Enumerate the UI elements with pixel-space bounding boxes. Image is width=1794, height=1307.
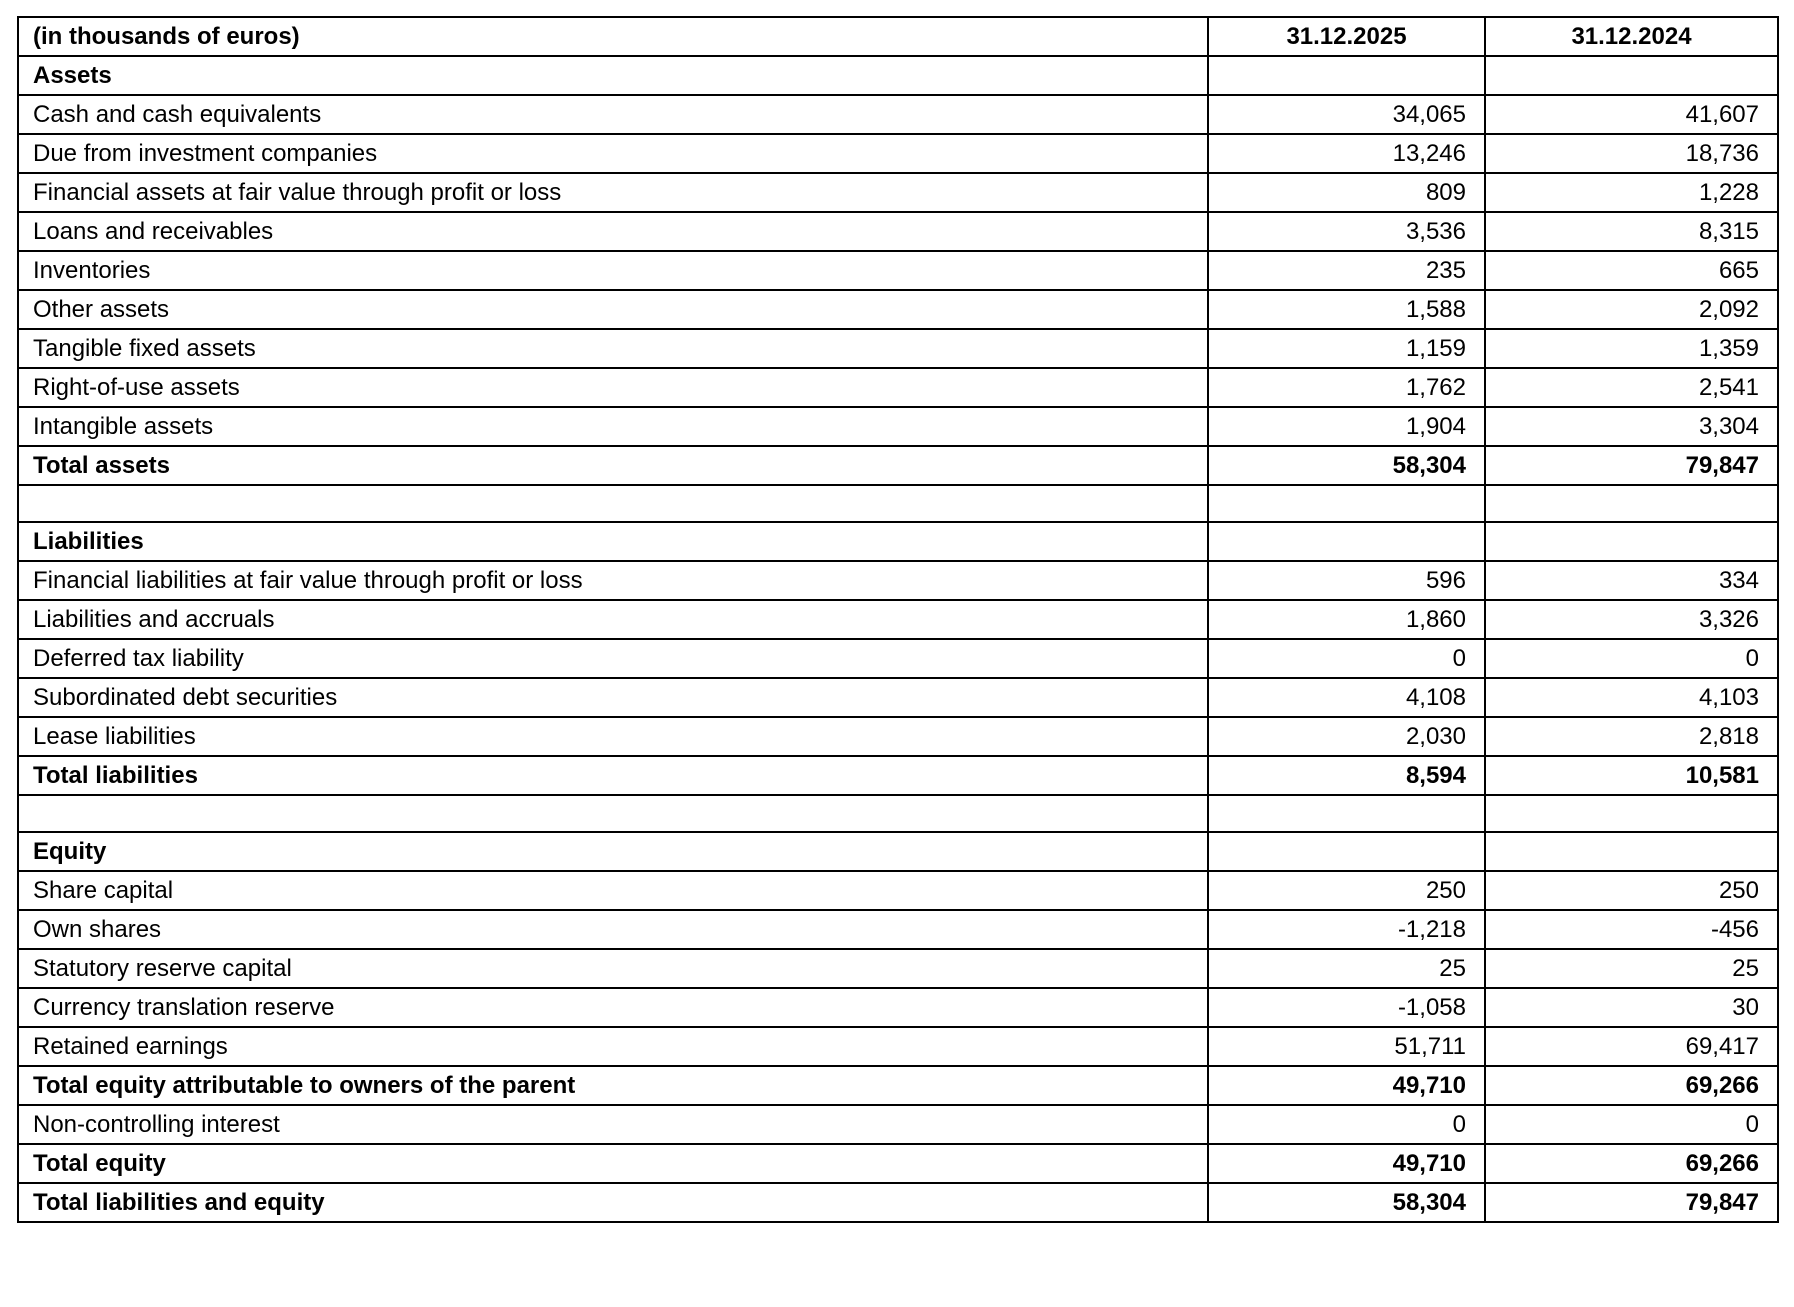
row-label: Lease liabilities <box>18 717 1208 756</box>
value-2024: 1,228 <box>1485 173 1778 212</box>
value-2025: 51,711 <box>1208 1027 1485 1066</box>
value-2025: 49,710 <box>1208 1066 1485 1105</box>
empty-cell <box>18 795 1208 832</box>
value-2024: 2,818 <box>1485 717 1778 756</box>
spacer-row <box>18 485 1778 522</box>
empty-cell <box>18 485 1208 522</box>
value-2025: 0 <box>1208 1105 1485 1144</box>
table-row <box>18 1144 1778 1183</box>
empty-cell <box>1208 832 1485 871</box>
value-2024: 4,103 <box>1485 678 1778 717</box>
row-label: Statutory reserve capital <box>18 949 1208 988</box>
value-2024: 250 <box>1485 871 1778 910</box>
value-2024: 69,266 <box>1485 1144 1778 1183</box>
table-row <box>18 1105 1778 1144</box>
empty-cell <box>1208 56 1485 95</box>
row-label: Right-of-use assets <box>18 368 1208 407</box>
value-2025: 4,108 <box>1208 678 1485 717</box>
row-label: Cash and cash equivalents <box>18 95 1208 134</box>
value-2024: 18,736 <box>1485 134 1778 173</box>
table-row <box>18 212 1778 251</box>
row-label: Tangible fixed assets <box>18 329 1208 368</box>
total-value-2024: 10,581 <box>1485 756 1778 795</box>
equity-heading-row <box>18 832 1778 871</box>
value-2025: 2,030 <box>1208 717 1485 756</box>
table-row <box>18 173 1778 212</box>
value-2024: 334 <box>1485 561 1778 600</box>
value-2025: 1,762 <box>1208 368 1485 407</box>
value-2025: 1,904 <box>1208 407 1485 446</box>
table-row <box>18 251 1778 290</box>
total-value-2024: 79,847 <box>1485 446 1778 485</box>
empty-cell <box>1485 485 1778 522</box>
value-2025: 25 <box>1208 949 1485 988</box>
value-2025: 0 <box>1208 639 1485 678</box>
assets-total-row <box>18 446 1778 485</box>
balance-sheet-body <box>18 17 1778 1222</box>
row-label: Non-controlling interest <box>18 1105 1208 1144</box>
unit-label: (in thousands of euros) <box>18 17 1208 56</box>
value-2024: 30 <box>1485 988 1778 1027</box>
row-label: Total equity <box>18 1144 1208 1183</box>
value-2024: 665 <box>1485 251 1778 290</box>
value-2025: 1,588 <box>1208 290 1485 329</box>
value-2024: 1,359 <box>1485 329 1778 368</box>
row-label: Deferred tax liability <box>18 639 1208 678</box>
value-2024: 0 <box>1485 639 1778 678</box>
value-2024: 2,092 <box>1485 290 1778 329</box>
value-2025: 809 <box>1208 173 1485 212</box>
table-row <box>18 95 1778 134</box>
value-2024: 69,266 <box>1485 1066 1778 1105</box>
empty-cell <box>1208 795 1485 832</box>
table-row <box>18 600 1778 639</box>
row-label: Due from investment companies <box>18 134 1208 173</box>
table-row <box>18 949 1778 988</box>
value-2025: 596 <box>1208 561 1485 600</box>
table-row <box>18 717 1778 756</box>
row-label: Own shares <box>18 910 1208 949</box>
value-2024: 3,326 <box>1485 600 1778 639</box>
table-row <box>18 561 1778 600</box>
table-row <box>18 1183 1778 1222</box>
total-label: Total assets <box>18 446 1208 485</box>
assets-heading: Assets <box>18 56 1208 95</box>
empty-cell <box>1208 522 1485 561</box>
row-label: Total equity attributable to owners of the parent <box>18 1066 1208 1105</box>
value-2025: -1,058 <box>1208 988 1485 1027</box>
row-label: Financial liabilities at fair value through profit or loss <box>18 561 1208 600</box>
value-2025: 1,159 <box>1208 329 1485 368</box>
value-2024: 2,541 <box>1485 368 1778 407</box>
header-row <box>18 17 1778 56</box>
table-row <box>18 988 1778 1027</box>
empty-cell <box>1485 832 1778 871</box>
table-row <box>18 407 1778 446</box>
value-2024: 8,315 <box>1485 212 1778 251</box>
total-value-2025: 8,594 <box>1208 756 1485 795</box>
row-label: Total liabilities and equity <box>18 1183 1208 1222</box>
value-2025: -1,218 <box>1208 910 1485 949</box>
row-label: Subordinated debt securities <box>18 678 1208 717</box>
row-label: Share capital <box>18 871 1208 910</box>
spacer-row <box>18 795 1778 832</box>
empty-cell <box>1485 522 1778 561</box>
empty-cell <box>1485 795 1778 832</box>
value-2024: 41,607 <box>1485 95 1778 134</box>
liabilities-total-row <box>18 756 1778 795</box>
value-2024: 79,847 <box>1485 1183 1778 1222</box>
row-label: Currency translation reserve <box>18 988 1208 1027</box>
value-2025: 235 <box>1208 251 1485 290</box>
table-row <box>18 678 1778 717</box>
table-row <box>18 1027 1778 1066</box>
value-2025: 13,246 <box>1208 134 1485 173</box>
value-2024: 69,417 <box>1485 1027 1778 1066</box>
table-row <box>18 871 1778 910</box>
table-row <box>18 368 1778 407</box>
row-label: Retained earnings <box>18 1027 1208 1066</box>
row-label: Liabilities and accruals <box>18 600 1208 639</box>
column-header-2025: 31.12.2025 <box>1208 17 1485 56</box>
table-row <box>18 639 1778 678</box>
empty-cell <box>1208 485 1485 522</box>
total-value-2025: 58,304 <box>1208 446 1485 485</box>
value-2024: -456 <box>1485 910 1778 949</box>
row-label: Intangible assets <box>18 407 1208 446</box>
value-2025: 1,860 <box>1208 600 1485 639</box>
row-label: Other assets <box>18 290 1208 329</box>
value-2024: 0 <box>1485 1105 1778 1144</box>
row-label: Loans and receivables <box>18 212 1208 251</box>
table-row <box>18 1066 1778 1105</box>
value-2024: 25 <box>1485 949 1778 988</box>
value-2025: 34,065 <box>1208 95 1485 134</box>
table-row <box>18 134 1778 173</box>
table-row <box>18 910 1778 949</box>
row-label: Financial assets at fair value through profit or loss <box>18 173 1208 212</box>
equity-heading: Equity <box>18 832 1208 871</box>
assets-heading-row <box>18 56 1778 95</box>
column-header-2024: 31.12.2024 <box>1485 17 1778 56</box>
total-label: Total liabilities <box>18 756 1208 795</box>
table-row <box>18 290 1778 329</box>
value-2025: 49,710 <box>1208 1144 1485 1183</box>
table-row <box>18 329 1778 368</box>
row-label: Inventories <box>18 251 1208 290</box>
balance-sheet-table <box>17 16 1779 1223</box>
value-2025: 250 <box>1208 871 1485 910</box>
liabilities-heading-row <box>18 522 1778 561</box>
value-2024: 3,304 <box>1485 407 1778 446</box>
value-2025: 3,536 <box>1208 212 1485 251</box>
empty-cell <box>1485 56 1778 95</box>
liabilities-heading: Liabilities <box>18 522 1208 561</box>
value-2025: 58,304 <box>1208 1183 1485 1222</box>
